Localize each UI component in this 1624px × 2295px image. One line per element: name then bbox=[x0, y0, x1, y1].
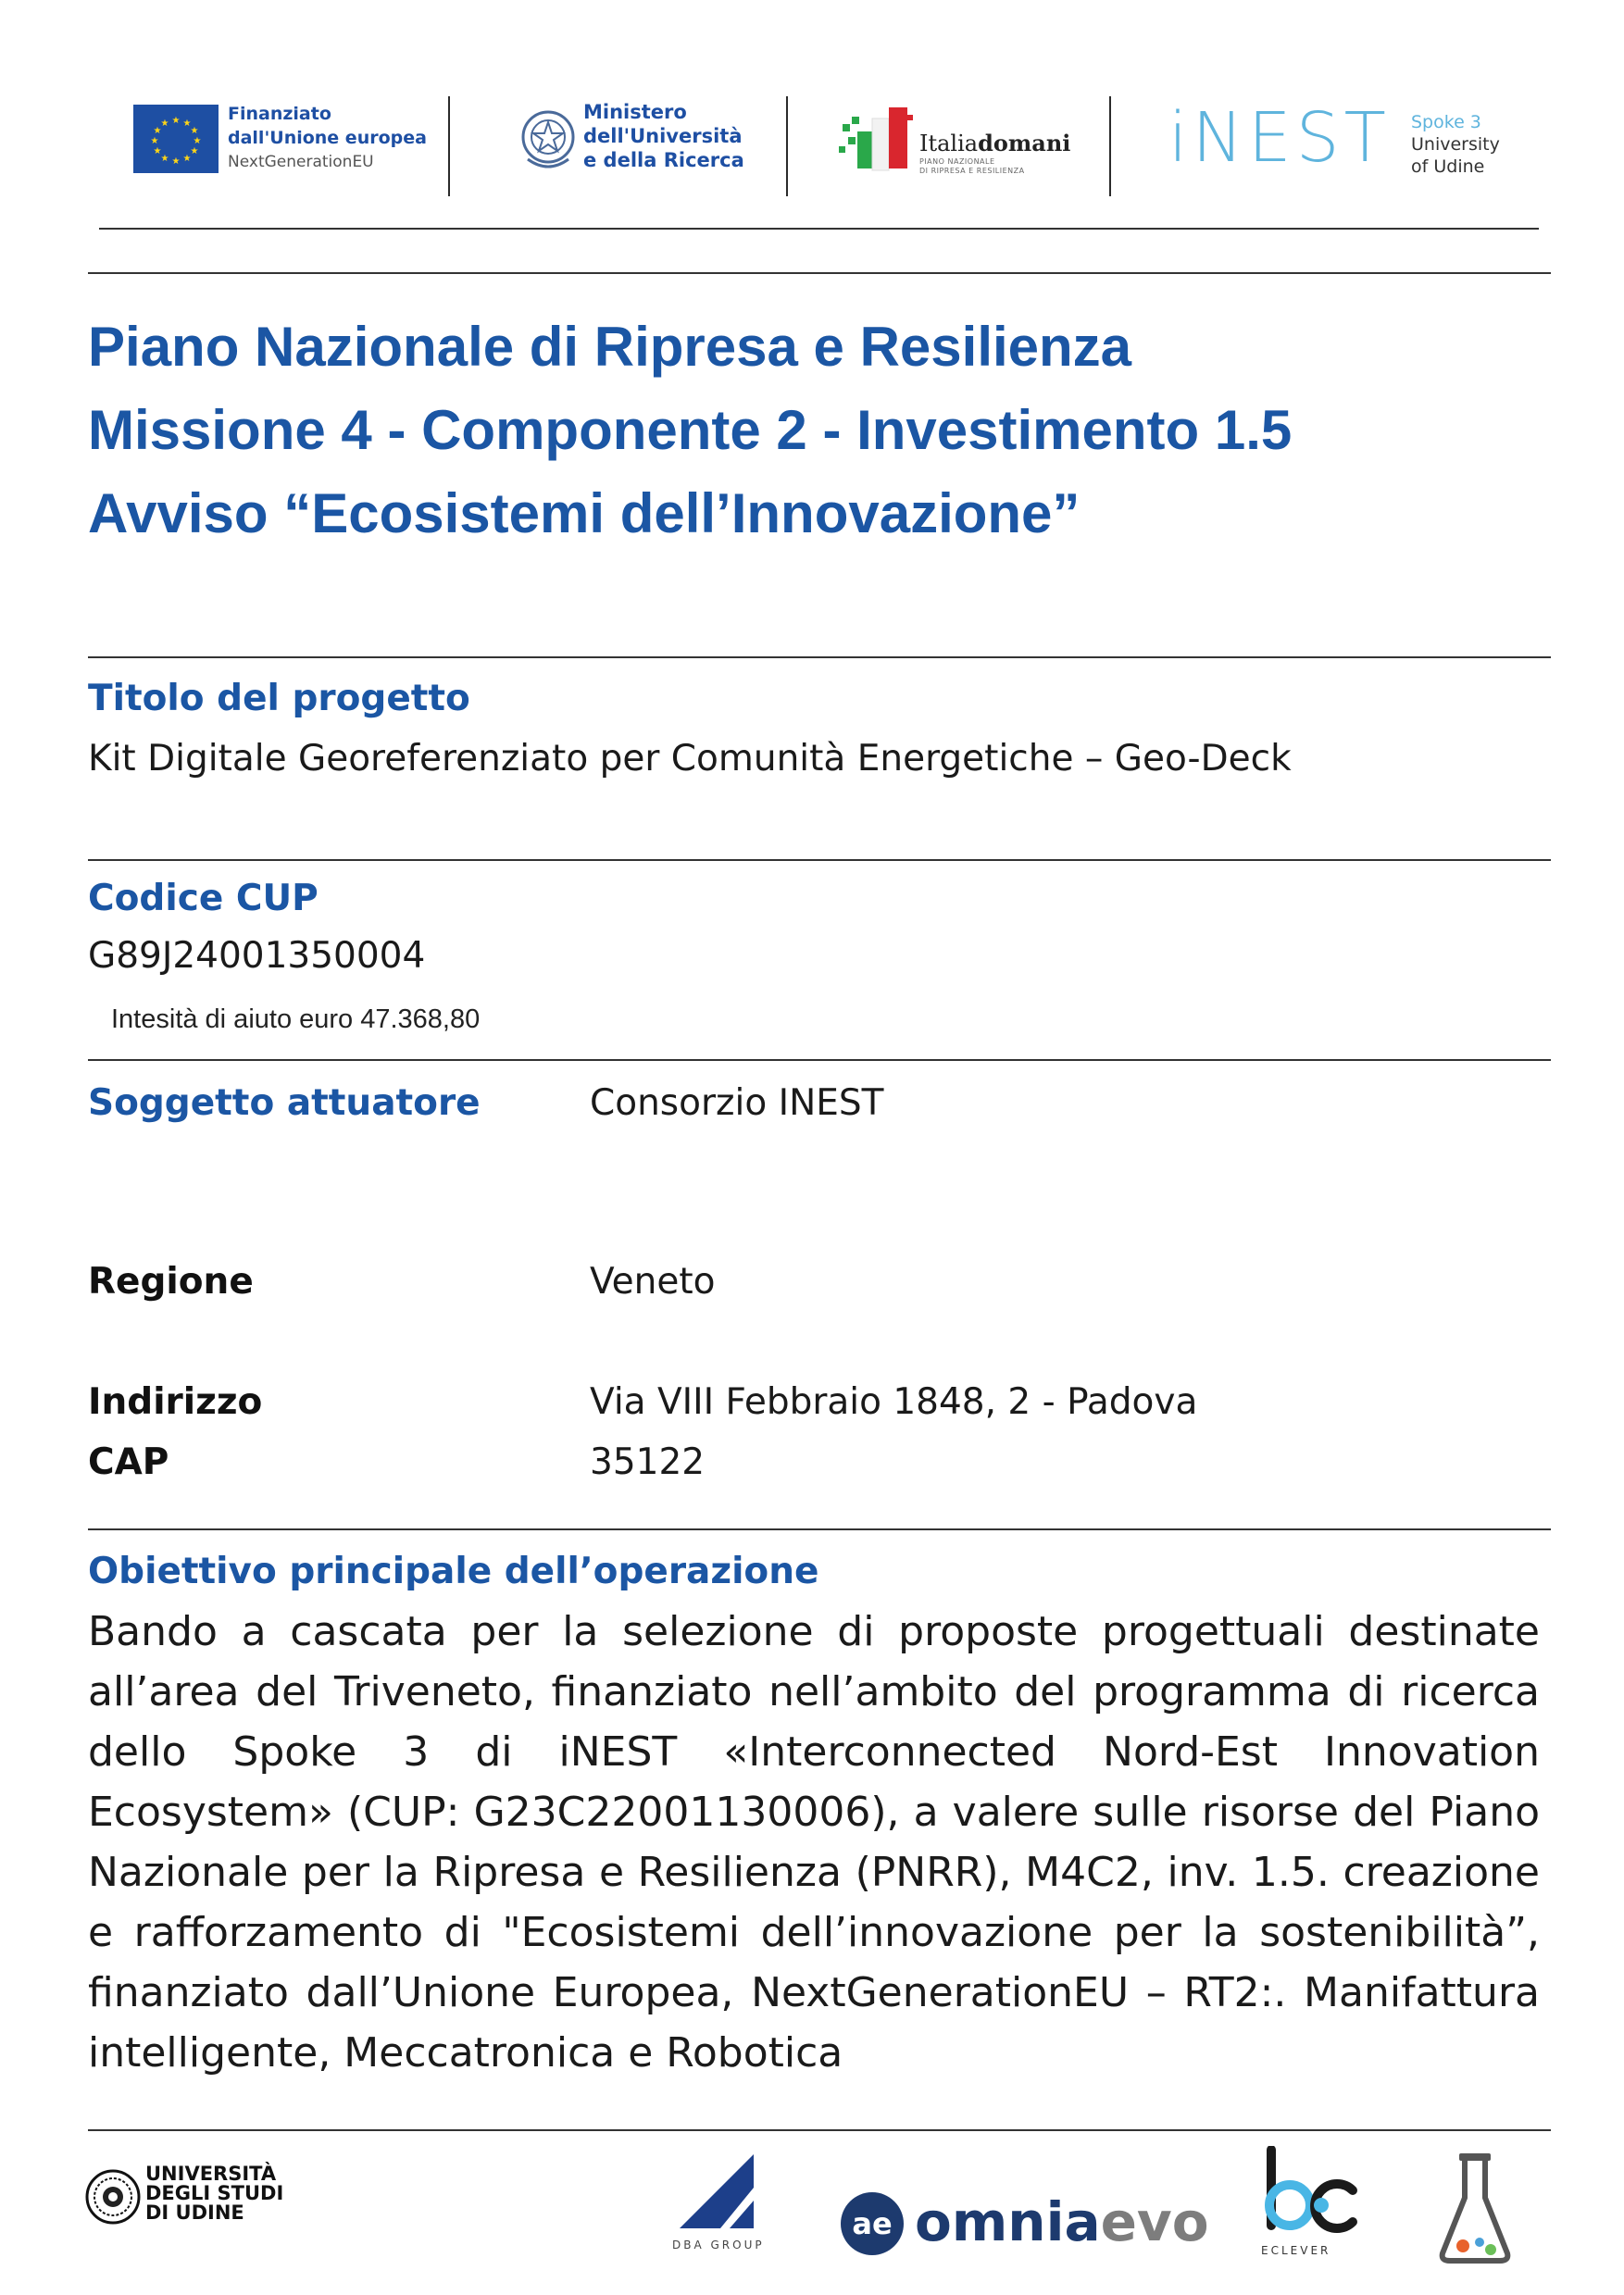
italiadomani-label: Italiadomani bbox=[919, 130, 1071, 156]
cap-label: CAP bbox=[88, 1441, 169, 1483]
eu-funding-label: Finanziato dall'Unione europea NextGenerationEU bbox=[228, 104, 427, 171]
title-line-2: Missione 4 - Componente 2 - Investimento 1.5 bbox=[88, 399, 1293, 461]
header-rule bbox=[99, 228, 1539, 230]
cap-value: 35122 bbox=[590, 1441, 706, 1483]
divider bbox=[88, 2129, 1551, 2131]
objective-label: Obiettivo principale dell’operazione bbox=[88, 1551, 819, 1592]
spoke-label: Spoke 3 University of Udine bbox=[1411, 112, 1500, 177]
divider bbox=[88, 656, 1551, 658]
university-seal-icon bbox=[85, 2169, 141, 2225]
svg-text:★: ★ bbox=[171, 156, 181, 167]
soggetto-label: Soggetto attuatore bbox=[88, 1082, 481, 1124]
svg-text:★: ★ bbox=[182, 154, 192, 164]
title-line-3: Avviso “Ecosistemi dell’Innovazione” bbox=[88, 482, 1081, 544]
italiadomani-flag-icon bbox=[839, 104, 917, 176]
omniaevo-label: omniaevo bbox=[915, 2190, 1209, 2253]
eclever-label: ECLEVER bbox=[1261, 2244, 1331, 2257]
indirizzo-label: Indirizzo bbox=[88, 1381, 263, 1423]
flask-logo-icon bbox=[1435, 2150, 1515, 2264]
eclever-logo-icon bbox=[1243, 2146, 1364, 2248]
svg-text:★: ★ bbox=[193, 136, 202, 146]
title-line-1: Piano Nazionale di Ripresa e Resilienza bbox=[88, 316, 1132, 378]
divider bbox=[1109, 96, 1111, 196]
regione-label: Regione bbox=[88, 1261, 254, 1303]
svg-text:★: ★ bbox=[153, 146, 162, 156]
objective-text: Bando a cascata per la selezione di proposte progettuali destinate all’area del Triveneto, finanziato nell’ambito del programma di ricerca dello Spoke 3 di iNEST «Interconnected Nord-Est Innovation Ecosystem» (CUP: G23C22001130006), a valere sulle risorse del Piano Nazionale per la Ripresa e Resilienza (PNRR), M4C2, inv. 1.5. creazione e rafforzamento di "Ecosistemi dell’innovazione per la sostenibilità”, finanziato dall’Unione Europea, NextGenerationEU – RT2:. Manifattura intelligente, Meccatronica e Robotica bbox=[88, 1608, 1540, 2077]
project-title-label: Titolo del progetto bbox=[88, 678, 470, 719]
divider bbox=[88, 1528, 1551, 1530]
dba-group-logo-icon bbox=[672, 2152, 761, 2230]
project-title-value: Kit Digitale Georeferenziato per Comunità Energetiche – Geo-Deck bbox=[88, 738, 1292, 780]
divider bbox=[448, 96, 450, 196]
svg-text:★: ★ bbox=[190, 146, 199, 156]
svg-text:★: ★ bbox=[153, 126, 162, 136]
svg-text:★: ★ bbox=[160, 154, 169, 164]
indirizzo-value: Via VIII Febbraio 1848, 2 - Padova bbox=[590, 1381, 1198, 1423]
cup-value: G89J24001350004 bbox=[88, 935, 426, 977]
university-of-udine-label: UNIVERSITÀ DEGLI STUDI DI UDINE bbox=[145, 2163, 284, 2224]
italiadomani-sub: PIANO NAZIONALE DI RIPRESA E RESILIENZA bbox=[919, 157, 1025, 175]
page-title bbox=[88, 306, 1292, 555]
svg-text:★: ★ bbox=[171, 116, 181, 126]
divider bbox=[88, 272, 1551, 274]
omniaevo-mark-icon: ae bbox=[841, 2192, 904, 2255]
svg-text:★: ★ bbox=[190, 126, 199, 136]
divider bbox=[786, 96, 788, 196]
regione-value: Veneto bbox=[590, 1261, 716, 1303]
eu-flag-icon bbox=[133, 105, 219, 173]
soggetto-value: Consorzio INEST bbox=[590, 1082, 884, 1124]
aid-amount-note: Intesità di aiuto euro 47.368,80 bbox=[111, 1004, 481, 1034]
svg-text:★: ★ bbox=[182, 118, 192, 129]
ministry-label: Ministero dell'Università e della Ricerca bbox=[583, 101, 744, 171]
inest-logo: iNEST bbox=[1168, 98, 1391, 178]
italian-republic-emblem-icon bbox=[518, 102, 578, 176]
svg-text:★: ★ bbox=[150, 136, 159, 146]
cup-label: Codice CUP bbox=[88, 878, 319, 919]
dba-group-label: DBA GROUP bbox=[672, 2239, 765, 2251]
divider bbox=[88, 1059, 1551, 1061]
divider bbox=[88, 859, 1551, 861]
svg-text:★: ★ bbox=[160, 118, 169, 129]
